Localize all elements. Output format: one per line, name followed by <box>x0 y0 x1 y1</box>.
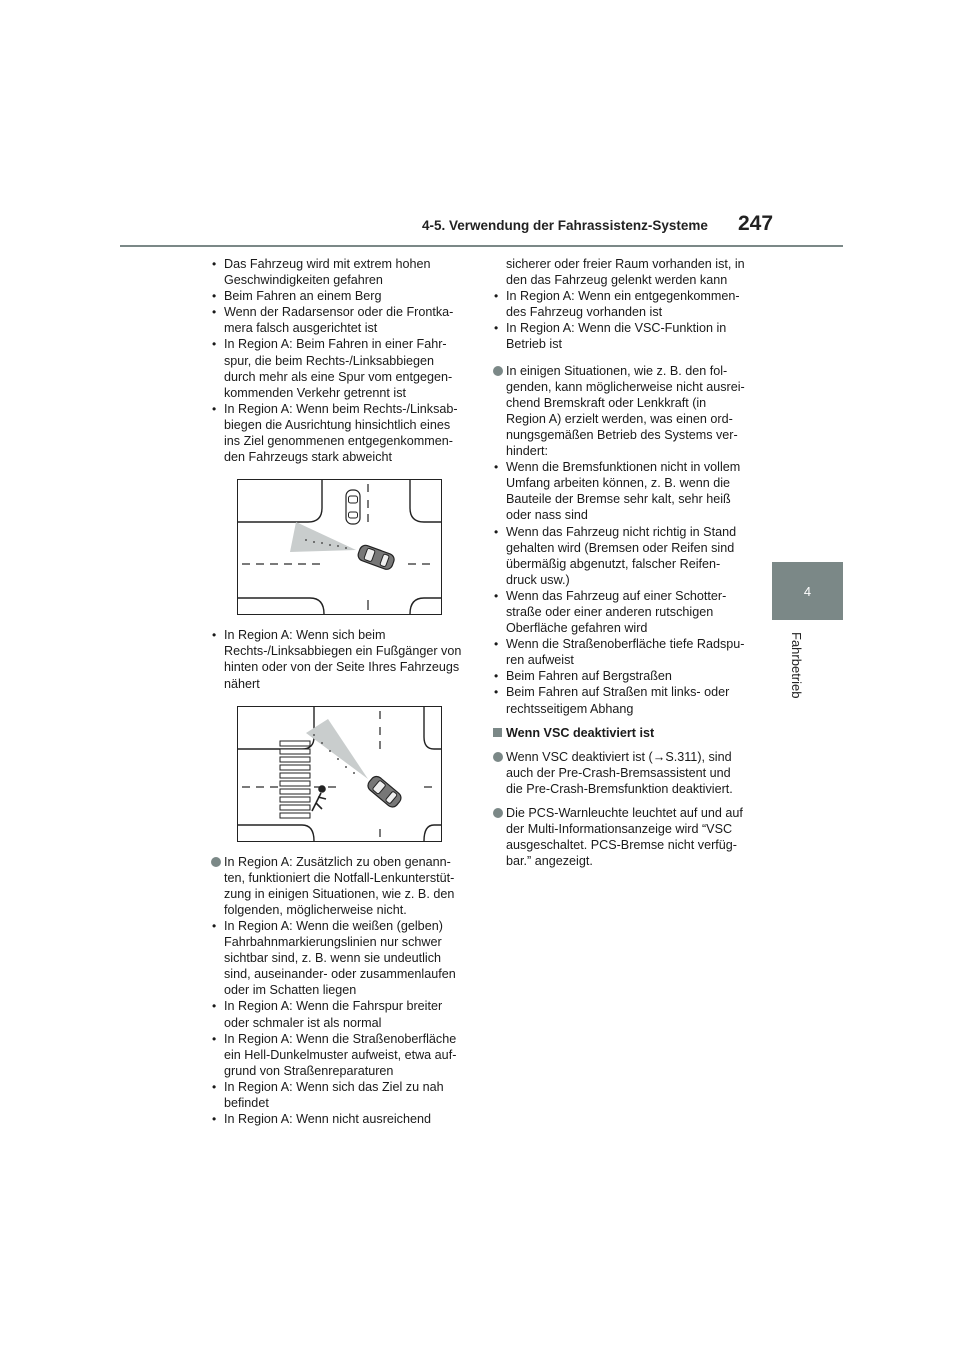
right-column <box>493 256 749 869</box>
list-item: • In Region A: Wenn die Fahrspur breiter oder schmaler ist als normal <box>211 998 467 1030</box>
list-item: • In Region A: Beim Fahren in einer Fahr-spur, die beim Rechts-/Linksabbiegen durch mehr als eine Spur vom entgegen-kommenden Verkehr getrennt ist <box>211 336 467 400</box>
paragraph-text: In Region A: Zusätzlich zu oben genann-ten, funktioniert die Notfall-Lenkunterstüt-zung in einigen Situationen, wie z. B. den folgenden, möglicherweise nicht. <box>224 854 455 917</box>
subheading-text: Wenn VSC deaktiviert ist <box>506 725 655 740</box>
left-column <box>211 256 467 1127</box>
list-item: • In Region A: Wenn sich das Ziel zu nah befindet <box>211 1079 467 1111</box>
paragraph-text: Die PCS-Warnleuchte leuchtet auf und auf der Multi-Informationsanzeige wird “VSC ausgeschaltet. PCS-Bremse nicht verfüg-bar.” angezeigt. <box>506 806 743 869</box>
bullet-dot-icon <box>493 752 503 762</box>
chapter-tab[interactable] <box>772 562 843 620</box>
list-item: • Wenn das Fahrzeug nicht richtig in Stand gehalten wird (Bremsen oder Reifen sind übermäßig abgenutzt, falscher Reifen-druck usw.) <box>493 524 749 588</box>
list-item: • In Region A: Wenn sich beim Rechts-/Linksabbiegen ein Fußgänger von hinten oder von der Seite Ihres Fahrzeugs nähert <box>211 627 467 691</box>
list-item: • Wenn die Bremsfunktionen nicht in vollem Umfang arbeiten können, z. B. wenn die Bauteile der Bremse sehr kalt, sehr heiß oder nass sind <box>493 459 749 523</box>
intersection-pedestrian-diagram <box>238 707 441 841</box>
section-title: 4-5. Verwendung der Fahrassistenz-Systeme <box>422 218 708 233</box>
list-item: • Beim Fahren auf Straßen mit links- oder rechtsseitigem Abhang <box>493 684 749 716</box>
list-item: • In Region A: Wenn ein entgegenkommen-des Fahrzeug vorhanden ist <box>493 288 749 320</box>
note-paragraph <box>493 363 749 460</box>
bullet-dot-icon <box>211 857 221 867</box>
bullet-dot-icon <box>493 366 503 376</box>
list-item: • Wenn die Straßenoberfläche tiefe Radspu-ren aufweist <box>493 636 749 668</box>
section-subheading <box>493 725 749 741</box>
note-paragraph <box>493 749 749 797</box>
bullet-dot-icon <box>493 808 503 818</box>
illustration-turn-pedestrian <box>237 706 442 842</box>
note-paragraph <box>211 854 467 918</box>
square-marker-icon <box>493 728 502 737</box>
header-rule <box>120 245 843 247</box>
list-item: • In Region A: Wenn die weißen (gelben) Fahrbahnmarkierungslinien nur schwer sichtbar sind, z. B. wenn sie undeutlich sind, auseinander- oder zusammenlaufen oder im Schatten liegen <box>211 918 467 998</box>
list-item: • Wenn der Radarsensor oder die Frontka-mera falsch ausgerichtet ist <box>211 304 467 336</box>
list-item: • In Region A: Wenn nicht ausreichend <box>211 1111 467 1127</box>
page-number: 247 <box>738 212 774 235</box>
list-item: • Beim Fahren an einem Berg <box>211 288 467 304</box>
list-item: • Wenn das Fahrzeug auf einer Schotter-straße oder einer anderen rutschigen Oberfläche gefahren wird <box>493 588 749 636</box>
intersection-oncoming-diagram <box>238 480 441 614</box>
continued-text: sicherer oder freier Raum vorhanden ist, in den das Fahrzeug gelenkt werden kann <box>506 257 745 288</box>
list-item: • In Region A: Wenn beim Rechts-/Linksab-biegen die Ausrichtung hinsichtlich eines ins Ziel genommenen entgegenkommen-den Fahrzeugs stark abweicht <box>211 401 467 465</box>
chapter-label: Fahrbetrieb <box>789 632 804 699</box>
list-item: • In Region A: Wenn die VSC-Funktion in Betrieb ist <box>493 320 749 352</box>
note-paragraph <box>493 805 749 869</box>
illustration-turn-oncoming <box>237 479 442 615</box>
paragraph-text: Wenn VSC deaktiviert ist (→S.311), sind auch der Pre-Crash-Bremsassistent und die Pre-Crash-Bremsfunktion deaktiviert. <box>506 749 733 796</box>
paragraph-text: In einigen Situationen, wie z. B. den fol-genden, kann möglicherweise nicht ausrei-chend Bremskraft oder Lenkkraft (in Region A) erzielt werden, was einen ord-nungsgemäßen Betrieb des Systems ver-hindert: <box>506 363 745 459</box>
chapter-number: 4 <box>803 583 812 599</box>
list-item: • Beim Fahren auf Bergstraßen <box>493 668 749 684</box>
list-item: • Das Fahrzeug wird mit extrem hohen Geschwindigkeiten gefahren <box>211 256 467 288</box>
list-item: • In Region A: Wenn die Straßenoberfläche ein Hell-Dunkelmuster aufweist, etwa auf-grund von Straßenreparaturen <box>211 1031 467 1079</box>
